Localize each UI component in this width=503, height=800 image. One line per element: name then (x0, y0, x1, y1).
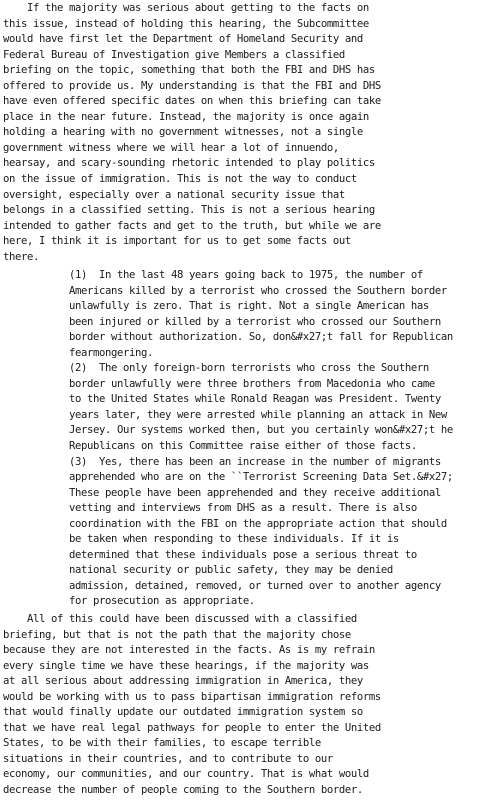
numbered-facts-list: (1) In the last 48 years going back to 1975, the number of Americans killed by a terrorist who crossed the Southern border unlawfully is zero. That is right. Not a single American has been injured or killed by a terrorist who crossed our Southern border without authorization. So, don&#x27;t fall for Republican fearmongering. (2) The only foreign-born terrorists who cross the Southern border unlawfully were three brothers from Macedonia who came to the United States while Ronald Reagan was President. Twenty years later, they were arrested while planning an attack in New Jersey. Our systems worked then, but you certainly won&#x27;t he Republicans on this Committee raise either of those facts. (3) Yes, there has been an increase in the number of migrants apprehended who are on the ``Terrorist Screening Data Set.&#x27; These people have been apprehended and they receive additional vetting and interviews from DHS as a result. There is also coordination with the FBI on the appropriate action that should be taken when responding to these individuals. If it is determined that these individuals pose a serious threat to national security or public safety, they may be denied admission, detained, removed, or turned over to another agency for prosecution as appropriate. (68, 269, 453, 608)
paragraph-closing: All of this could have been discussed with a classified briefing, but that is not the path that the majority chose because they are not interested in the facts. As is my refrain every single time we have these hearings, if the majority was at all serious about addressing immigration in America, they would be working with us to pass bipartisan immigration reforms that would finally update our outdated immigration system so that we have real legal pathways for people to enter the United States, to be with their families, to escape terrible situations in their countries, and to contribute to our economy, our communities, and our country. That is what would decrease the number of people coming to the Southern border. (3, 613, 381, 797)
paragraph-opening: If the majority was serious about getting to the facts on this issue, instead of holding this hearing, the Subcommittee would have first let the Department of Homeland Security and Federal Bureau of Investigation give Members a classified briefing on the topic, something that both the FBI and DHS has offered to provide us. My understanding is that the FBI and DHS have even offered specific dates on when this briefing can take place in the near future. Instead, the majority is once again holding a hearing with no government witnesses, not a single government witness where we will hear a lot of innuendo, hearsay, and scary-sounding rhetoric intended to play politics on the issue of immigration. This is not the way to conduct oversight, especially over a national security issue that belongs in a classified setting. This is not a serious hearing intended to gather facts and get to the truth, but while we are here, I think it is important for us to get some facts out there. (3, 2, 381, 263)
